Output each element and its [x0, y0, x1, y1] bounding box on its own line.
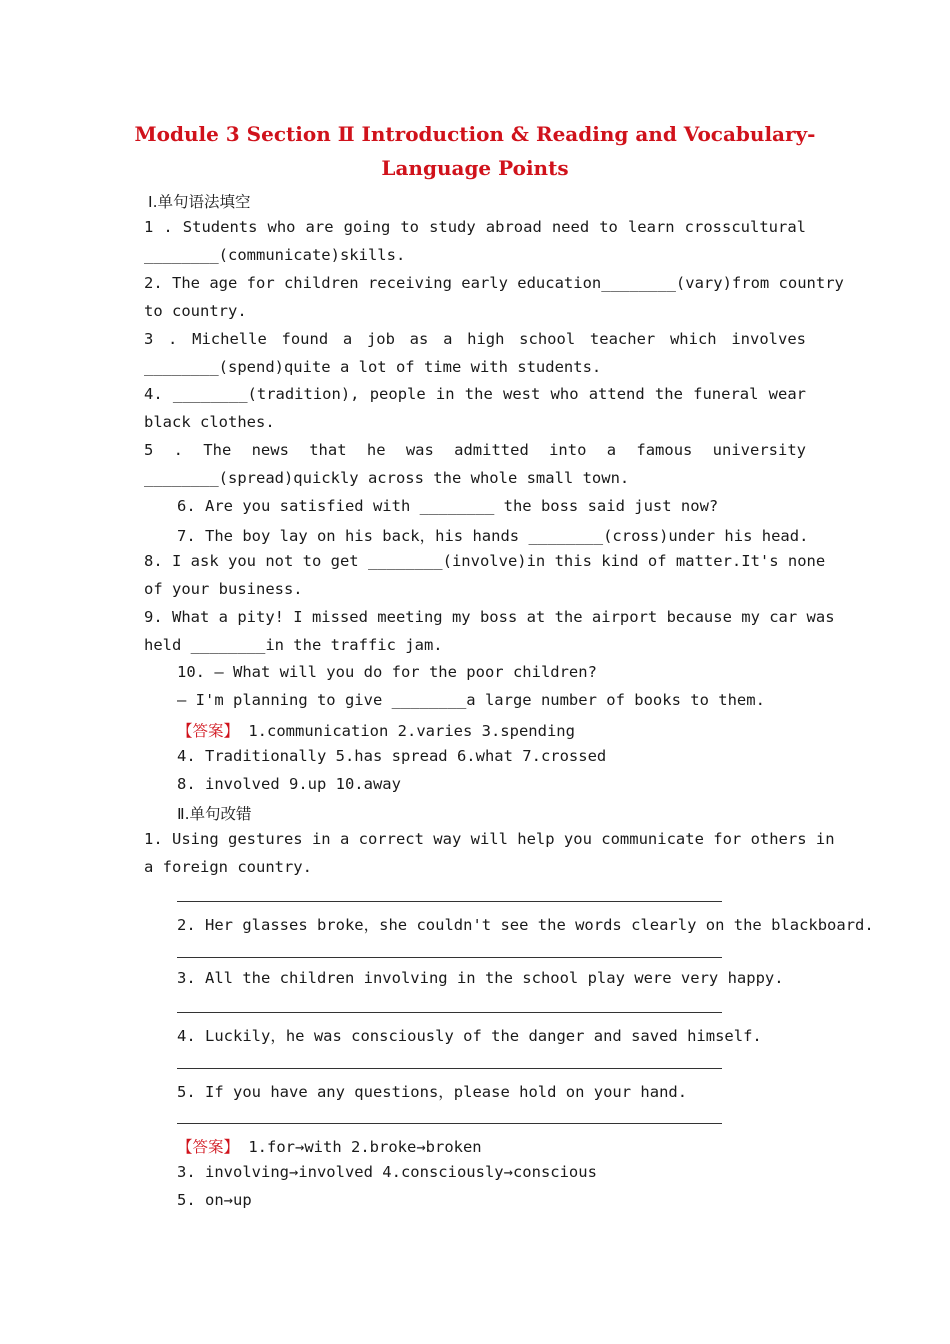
- question-2-line-2: to country.: [144, 302, 247, 320]
- section-2-heading: Ⅱ.单句改错: [177, 805, 252, 823]
- page-title-line-1: Module 3 Section Ⅱ Introduction & Reading and Vocabulary-: [134, 122, 816, 146]
- section-1-heading: Ⅰ.单句语法填空: [148, 193, 251, 211]
- answer-text: 1.communication 2.varies 3.spending: [239, 722, 575, 740]
- answer-line-5: [177, 1123, 722, 1124]
- answer-line-1: [177, 901, 722, 902]
- question-8-line-2: of your business.: [144, 580, 303, 598]
- question-10-line-2: — I'm planning to give ________a large number of books to them.: [177, 691, 765, 709]
- correction-5: 5. If you have any questions，please hold on your hand.: [177, 1083, 688, 1101]
- question-5-line-1: 5 . The news that he was admitted into a famous university: [144, 441, 806, 459]
- question-10-line-1: 10. — What will you do for the poor children?: [177, 663, 597, 681]
- answer-key-1-line-1: [177, 719, 575, 741]
- question-4-line-2: black clothes.: [144, 413, 275, 431]
- answer-label: 【答案】: [177, 1138, 240, 1156]
- answer-key-1-line-3: 8. involved 9.up 10.away: [177, 775, 401, 793]
- question-5-line-2: ________(spread)quickly across the whole small town.: [144, 469, 630, 487]
- answer-text: 1.for→with 2.broke→broken: [239, 1138, 482, 1156]
- question-7: 7. The boy lay on his back，his hands ________(cross)under his head.: [177, 527, 809, 545]
- question-4-line-1: 4. ________(tradition), people in the west who attend the funeral wear: [144, 385, 806, 403]
- page-title-line-2: Language Points: [381, 156, 569, 180]
- correction-1-line-1: 1. Using gestures in a correct way will help you communicate for others in: [144, 830, 835, 848]
- answer-key-1-line-2: 4. Traditionally 5.has spread 6.what 7.crossed: [177, 747, 607, 765]
- question-6: 6. Are you satisfied with ________ the boss said just now?: [177, 497, 719, 515]
- question-9-line-1: 9. What a pity! I missed meeting my boss at the airport because my car was: [144, 608, 835, 626]
- answer-key-2-line-3: 5. on→up: [177, 1191, 252, 1209]
- correction-2: 2. Her glasses broke，she couldn't see the words clearly on the blackboard.: [177, 916, 874, 934]
- answer-key-2-line-2: 3. involving→involved 4.consciously→conscious: [177, 1163, 597, 1181]
- answer-line-3: [177, 1012, 722, 1013]
- question-3-line-2: ________(spend)quite a lot of time with students.: [144, 358, 602, 376]
- question-8-line-1: 8. I ask you not to get ________(involve)in this kind of matter.It's none: [144, 552, 826, 570]
- correction-3: 3. All the children involving in the school play were very happy.: [177, 969, 784, 987]
- answer-label: 【答案】: [177, 722, 240, 740]
- question-3-line-1: 3 . Michelle found a job as a high school teacher which involves: [144, 330, 806, 348]
- question-1-line-1: 1 . Students who are going to study abroad need to learn crosscultural: [144, 218, 806, 236]
- answer-line-2: [177, 957, 722, 958]
- correction-4: 4. Luckily，he was consciously of the danger and saved himself.: [177, 1027, 762, 1045]
- question-9-line-2: held ________in the traffic jam.: [144, 636, 443, 654]
- question-1-line-2: ________(communicate)skills.: [144, 246, 406, 264]
- correction-1-line-2: a foreign country.: [144, 858, 312, 876]
- answer-line-4: [177, 1068, 722, 1069]
- question-2-line-1: 2. The age for children receiving early education________(vary)from country: [144, 274, 844, 292]
- answer-key-2-line-1: [177, 1135, 482, 1157]
